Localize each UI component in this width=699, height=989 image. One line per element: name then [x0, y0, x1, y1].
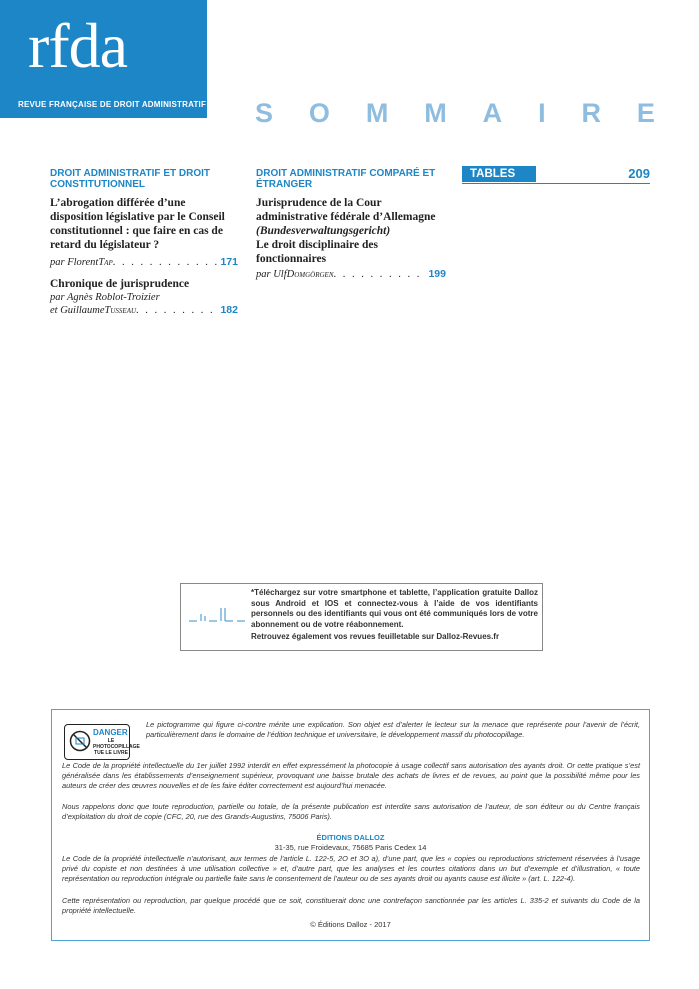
title-letter: A — [482, 98, 503, 128]
danger-subtitle: LE PHOTOCOPILLAGE TUE LE LIVRE — [93, 738, 140, 756]
article-byline — [50, 304, 238, 317]
logo-wordmark: rfda — [28, 10, 128, 81]
author-name: Domgörgen — [286, 269, 334, 280]
leader-dots — [334, 268, 427, 281]
app-promo-box — [180, 583, 543, 651]
title-letter: M — [365, 98, 389, 128]
promo-text — [251, 588, 538, 643]
page-number[interactable]: 199 — [428, 268, 446, 280]
byline-prefix: par Florent — [50, 257, 99, 268]
article-title-paren: (Bundesverwaltungsgericht) — [256, 225, 391, 237]
article-subtitle: Le droit disciplinaire des fonctionnaires — [256, 239, 378, 265]
legal-paragraph: Le pictogramme qui figure ci-contre mérite une explication. Son objet est d’alerter le lecteur sur la menace que représente pour l’avenir de l’écrit, particulièrement dans le domaine de l’édition technique et universitaire, le développement massif du photocopillage. — [146, 720, 640, 740]
byline-prefix: et Guillaume — [50, 305, 105, 316]
journal-logo — [0, 0, 207, 118]
article-byline-line1 — [50, 291, 238, 304]
section-title: DROIT ADMINISTRATIF ET DROIT CONSTITUTIONNEL — [50, 168, 210, 190]
app-graphic-icon — [187, 606, 247, 628]
tables-entry[interactable] — [462, 166, 650, 184]
section-title: DROIT ADMINISTRATIF COMPARÉ ET ÉTRANGER — [256, 168, 436, 190]
title-letter: O — [308, 98, 330, 128]
title-letter: I — [538, 98, 546, 128]
section-droit-compare — [256, 168, 446, 281]
legal-paragraph: Le Code de la propriété intellectuelle n’autorisant, aux termes de l’article L. 122-5, 2O et 3O a), d’une part, que les « copies ou reproductions strictement réservées à l’usage privé du copiste et non destinées à une utilisation collective » et, d’autre part, que les analyses et les courtes citations dans un but d’exemple et d’illustration, « toute représentation ou reproduction intégrale ou partielle faite sans le consentement de l’auteur ou de ses ayants droit ou ayants cause est illicite » (art. L. 122-4). — [62, 854, 640, 884]
leader-dots — [113, 256, 219, 269]
author-name: Tap — [98, 257, 113, 268]
author-name: Tusseau — [104, 305, 137, 316]
legal-paragraph: Nous rappelons donc que toute reproduction, partielle ou totale, de la présente publication est interdite sans autorisation de l’auteur, de son éditeur ou du Centre français d’exploitation du droit de copie (CFC, 20, rue des Grands-Augustins, 75006 Paris). — [62, 802, 640, 822]
publisher-name: ÉDITIONS DALLOZ — [316, 833, 385, 842]
article-byline — [256, 268, 446, 281]
promo-link-text: Retrouvez également vos revues feuilletable sur Dalloz-Revues.fr — [251, 632, 500, 641]
legal-notice-box — [51, 709, 650, 941]
publisher-address: 31-35, rue Froidevaux, 75685 Paris Cedex 14 — [274, 843, 427, 852]
tables-label: TABLES — [462, 166, 536, 182]
legal-paragraph: Le Code de la propriété intellectuelle du 1er juillet 1992 interdit en effet expressément la photocopie à usage collectif sans autorisation des ayants droit. Or cette pratique s’est généralisée dans les établissements d’enseignement supérieur, provoquant une baisse brutale des achats de livres et de revues, au point que la possibilité même pour les auteurs de créer des œuvres nouvelles et de les faire éditer correctement est aujourd’hui menacée. — [62, 761, 640, 791]
leader-dots — [136, 304, 218, 317]
tables-page-number: 209 — [628, 166, 650, 181]
legal-paragraph: Cette représentation ou reproduction, par quelque procédé que ce soit, constituerait donc une contrefaçon sanctionnée par les articles L. 335-2 et suivants du Code de la propriété intellectuelle. — [62, 896, 640, 916]
title-letter: S — [255, 98, 274, 128]
danger-word: DANGER — [93, 728, 128, 737]
article-byline — [50, 256, 238, 269]
page-number[interactable]: 182 — [220, 304, 238, 316]
title-letter: E — [636, 98, 655, 128]
byline-prefix: par Ulf — [256, 269, 287, 280]
title-letter: M — [424, 98, 447, 128]
section-admin-constitutionnel — [50, 168, 238, 317]
danger-photocopillage-logo — [64, 724, 140, 760]
article-title[interactable] — [256, 196, 446, 238]
promo-body: *Téléchargez sur votre smartphone et tablette, l’application gratuite Dalloz sous Android et IOS et connectez-vous à l’aide de vos identifiants personnels ou des identifiants qui vous ont été communiqués lors de votre abonnement ou de votre réabonnement. — [251, 588, 538, 629]
title-letter: R — [581, 98, 601, 128]
article-title-main: Jurisprudence de la Cour administrative fédérale d’Allemagne — [256, 197, 436, 223]
article-title[interactable]: Chronique de jurisprudence — [50, 278, 190, 290]
page-number[interactable]: 171 — [220, 256, 238, 268]
article-title[interactable]: L’abrogation différée d’une disposition législative par le Conseil constitutionnel : que faire en cas de retard du législateur ? — [50, 197, 225, 251]
page-title — [255, 98, 655, 130]
no-photocopy-icon — [69, 730, 91, 752]
logo-subtitle: REVUE FRANÇAISE DE DROIT ADMINISTRATIF — [18, 100, 207, 109]
copyright-notice: © Éditions Dalloz - 2017 — [310, 920, 391, 929]
byline-text: par Agnès Roblot-Troizier — [50, 292, 160, 303]
